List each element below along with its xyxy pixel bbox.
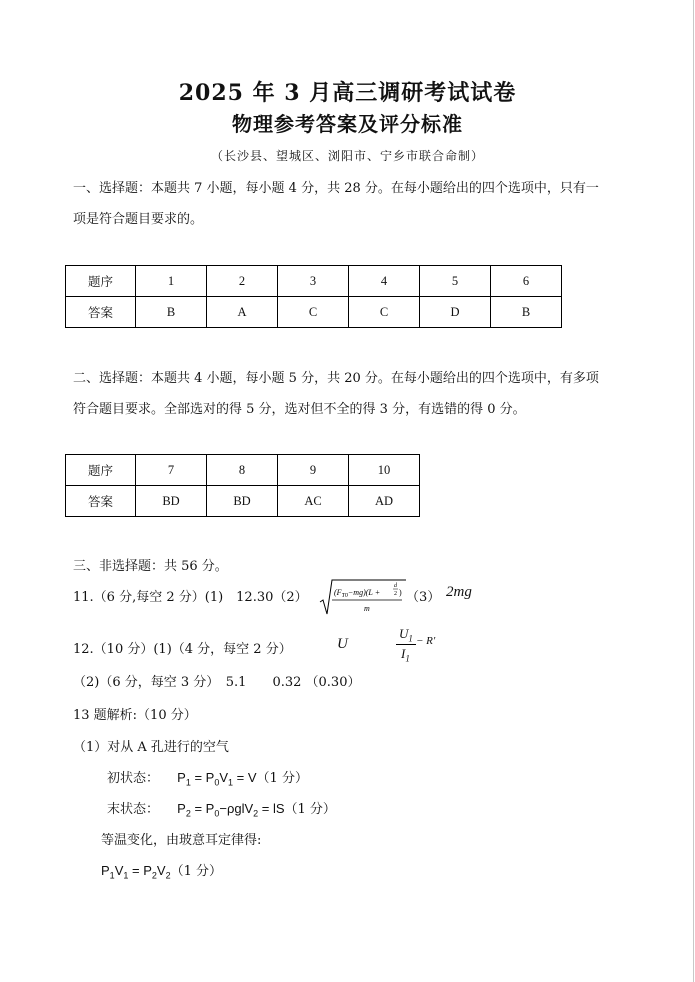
section2-instructions-line2: 符合题目要求。全部选对的得 5 分，选对但不全的得 3 分，有选错的得 0 分。 bbox=[73, 402, 526, 417]
eq-part: −ρglV bbox=[219, 801, 254, 816]
q11-answer3: 2mg bbox=[446, 584, 472, 600]
q12-prefix: 12.（10 分）(1)（4 分，每空 2 分） bbox=[73, 642, 292, 657]
eq-part: = P bbox=[128, 863, 152, 878]
table2-answer-cell: BD bbox=[136, 486, 207, 517]
q12-frac-den bbox=[401, 646, 410, 664]
table1-answer-cell: D bbox=[420, 297, 491, 328]
q11-num-a: (F bbox=[334, 588, 342, 597]
table2-answer-label: 答案 bbox=[66, 486, 136, 517]
table2-question-label: 题序 bbox=[66, 455, 136, 486]
table1-answer-label: 答案 bbox=[66, 297, 136, 328]
svg-text:(FT0−mg)(L + bbox=[334, 588, 380, 599]
initial-state-label: 初状态： bbox=[107, 771, 160, 786]
table2-answer-cell: AC bbox=[278, 486, 349, 517]
q11-part3-label: （3） bbox=[406, 590, 441, 605]
eq-sub: 1 bbox=[228, 777, 234, 788]
table2-question-cell: 7 bbox=[136, 455, 207, 486]
q11-formula-den: m bbox=[364, 604, 370, 613]
eq-part: P bbox=[101, 863, 110, 878]
q12-frac-num bbox=[399, 626, 413, 644]
section3-heading: 三、非选择题：共 56 分。 bbox=[73, 559, 228, 574]
eq-part: = P bbox=[190, 801, 215, 816]
q12-num-sub: 1 bbox=[408, 633, 413, 644]
initial-state-line bbox=[107, 767, 308, 788]
table1-answer-cell: C bbox=[349, 297, 420, 328]
table1-question-cell: 1 bbox=[136, 266, 207, 297]
q12-answer2 bbox=[396, 626, 442, 668]
table2-answer-row bbox=[66, 486, 420, 517]
eq-part: V bbox=[219, 770, 229, 785]
q11-frac-num: d bbox=[394, 583, 397, 589]
table2-question-cell: 9 bbox=[278, 455, 349, 486]
section2-instructions-line1: 二、选择题：本题共 4 小题，每小题 5 分，共 20 分。在每小题给出的四个选项中，有多项 bbox=[73, 371, 599, 386]
table2-question-cell: 10 bbox=[349, 455, 420, 486]
q12-num-var: U bbox=[399, 626, 409, 641]
table1-question-cell: 2 bbox=[207, 266, 278, 297]
q13-heading: 13 题解析:（10 分） bbox=[73, 708, 197, 723]
q12-den-var: I bbox=[401, 646, 406, 661]
initial-state-score: （1 分） bbox=[256, 771, 308, 786]
final-state-eq bbox=[177, 801, 285, 819]
eq-sub: 1 bbox=[109, 870, 115, 881]
eq-part: V bbox=[156, 863, 166, 878]
q12-den-sub: 1 bbox=[405, 653, 410, 664]
table2-answer-cell: AD bbox=[349, 486, 420, 517]
table1-question-cell: 6 bbox=[491, 266, 562, 297]
table2-question-cell: 8 bbox=[207, 455, 278, 486]
table1-answer-cell: A bbox=[207, 297, 278, 328]
q13-part1: （1）对从 A 孔进行的空气 bbox=[73, 740, 229, 755]
q12-answer1: U bbox=[337, 636, 348, 652]
eq-sub: 2 bbox=[151, 870, 157, 881]
boyle-law-line bbox=[101, 860, 222, 881]
table1-answer-cell: B bbox=[491, 297, 562, 328]
authors-line: （长沙县、望城区、浏阳市、宁乡市联合命制） bbox=[210, 149, 484, 163]
q12-fraction-bar bbox=[396, 644, 416, 645]
eq-part: P bbox=[177, 770, 186, 785]
eq-part: = V bbox=[233, 770, 257, 785]
page-title: 2025 年 3 月高三调研考试试卷 bbox=[178, 80, 517, 106]
eq-sub: 2 bbox=[185, 808, 191, 819]
eq-sub: 2 bbox=[253, 808, 259, 819]
eq-part: V bbox=[114, 863, 124, 878]
eq-sub: 0 bbox=[214, 777, 220, 788]
eq-sub: 1 bbox=[185, 777, 191, 788]
section1-instructions-line2: 项是符合题目要求的。 bbox=[73, 212, 204, 227]
isothermal-line: 等温变化，由玻意耳定律得: bbox=[101, 833, 262, 848]
q11-close-paren: ) bbox=[399, 588, 402, 597]
q12-tail: − R' bbox=[416, 635, 436, 647]
table1-answer-cell: B bbox=[136, 297, 207, 328]
eq-sub: 0 bbox=[214, 808, 220, 819]
final-state-score: （1 分） bbox=[284, 802, 336, 817]
eq-part: P bbox=[177, 801, 186, 816]
table2-question-row bbox=[66, 455, 420, 486]
table1-question-cell: 3 bbox=[278, 266, 349, 297]
table1-question-label: 题序 bbox=[66, 266, 136, 297]
final-state-line bbox=[107, 798, 336, 819]
q12-line2: （2)（6 分，每空 3 分） 5.1 0.32 （0.30） bbox=[73, 675, 361, 690]
boyle-law-score: （1 分） bbox=[170, 864, 222, 879]
eq-sub: 2 bbox=[165, 870, 171, 881]
table1-question-cell: 4 bbox=[349, 266, 420, 297]
boyle-law-eq bbox=[101, 863, 171, 881]
initial-state-eq bbox=[177, 770, 257, 788]
table2-answer-cell: BD bbox=[207, 486, 278, 517]
answer-table-1 bbox=[65, 265, 562, 328]
page-subtitle: 物理参考答案及评分标准 bbox=[232, 112, 463, 136]
table1-question-row bbox=[66, 266, 562, 297]
q11-frac-den: 2 bbox=[394, 591, 397, 597]
eq-part: = lS bbox=[258, 801, 285, 816]
table1-answer-row bbox=[66, 297, 562, 328]
q11-num-sub: T0 bbox=[341, 593, 348, 599]
eq-part: = P bbox=[190, 770, 215, 785]
answer-table-2 bbox=[65, 454, 420, 517]
q11-prefix: 11.（6 分,每空 2 分）(1) 12.30（2） bbox=[73, 590, 308, 605]
eq-sub: 1 bbox=[123, 870, 129, 881]
q11-sqrt-formula bbox=[318, 578, 408, 618]
final-state-label: 末状态： bbox=[107, 802, 160, 817]
section1-instructions-line1: 一、选择题：本题共 7 小题，每小题 4 分，共 28 分。在每小题给出的四个选项中，只有一 bbox=[73, 181, 599, 196]
table1-answer-cell: C bbox=[278, 297, 349, 328]
q11-num-rest: −mg)(L + bbox=[347, 588, 381, 597]
table1-question-cell: 5 bbox=[420, 266, 491, 297]
